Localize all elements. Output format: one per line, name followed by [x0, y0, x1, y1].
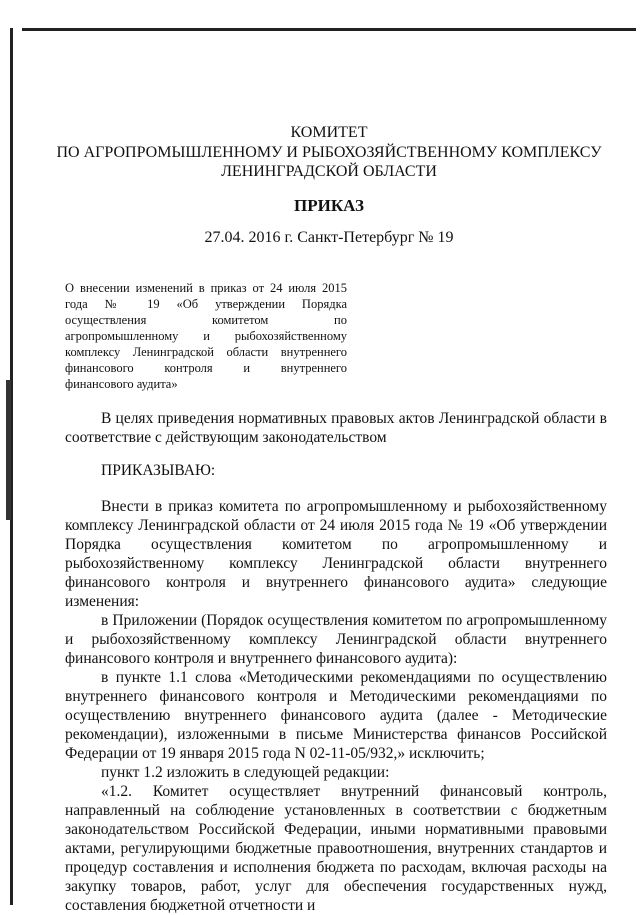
subject-line: финансового контроля и внутреннего — [65, 361, 347, 375]
committee-title: КОМИТЕТ — [290, 124, 368, 141]
subject-line: финансового аудита» — [65, 377, 178, 391]
subject-line: О внесении изменений в приказ от 24 июля 2015 — [65, 281, 347, 295]
order-word-block — [65, 461, 607, 480]
subject-line: комплексу Ленинградской области внутреннего — [65, 345, 347, 359]
scan-edge-top — [22, 28, 636, 31]
scan-edge-mark — [6, 380, 11, 520]
committee-title-line2: ПО АГРОПРОМЫШЛЕННОМУ И РЫБОХОЗЯЙСТВЕННОМУ КОМПЛЕКСУ — [56, 144, 602, 161]
order-word: ПРИКАЗЫВАЮ: — [101, 462, 216, 479]
preamble — [65, 409, 607, 447]
committee-title-line3: ЛЕНИНГРАДСКОЙ ОБЛАСТИ — [221, 163, 437, 180]
document-body — [65, 497, 607, 915]
date-place-number: 27.04. 2016 г. Санкт-Петербург № 19 — [204, 229, 454, 246]
document-type: ПРИКАЗ — [294, 196, 364, 215]
paragraph: Внести в приказ комитета по агропромышленному и рыбохозяйственному комплексу Ленинградской области от 24 июля 2015 года № 19 «Об утверждении Порядка осуществления комитетом по агропромышленному и рыбохозяйственному комплексу Ленинградской области внутреннего финансового контроля и внутреннего финансового аудита» следующие изменения: — [65, 498, 607, 610]
subject-line: года № 19 «Об утверждении Порядка — [65, 297, 347, 311]
paragraph: пункт 1.2 изложить в следующей редакции: — [101, 764, 390, 781]
paragraph: в Приложении (Порядок осуществления комитетом по агропромышленному и рыбохозяйственному комплексу Ленинградской области внутреннего финансового контроля и внутреннего финансового аудита): — [65, 612, 607, 667]
subject-block — [65, 280, 347, 392]
subject-line: осуществления комитетом по — [65, 313, 347, 327]
preamble-text: В целях приведения нормативных правовых актов Ленинградской области в соответствие с действующим законодательством — [65, 410, 607, 446]
subject-line: агропромышленному и рыбохозяйственному — [65, 329, 347, 343]
paragraph: «1.2. Комитет осуществляет внутренний финансовый контроль, направленный на соблюдение установленных в соответствии с бюджетным законодательством Российской Федерации, иными нормативными правовыми актами, регулирующими бюджетные правоотношения, внутренних стандартов и процедур составления и исполнения бюджета по расходам, включая расходы на закупку товаров, работ, услуг для обеспечения государственных нужд, составления бюджетной отчетности и — [65, 783, 607, 914]
paragraph: в пункте 1.1 слова «Методическими рекомендациями по осуществлению внутреннего финансового контроля и Методическими рекомендациями по осуществлению внутреннего финансового аудита (далее - Методические рекомендации), изложенными в письме Министерства финансов Российской Федерации от 19 января 2015 года N 02-11-05/932,» исключить; — [65, 669, 607, 762]
